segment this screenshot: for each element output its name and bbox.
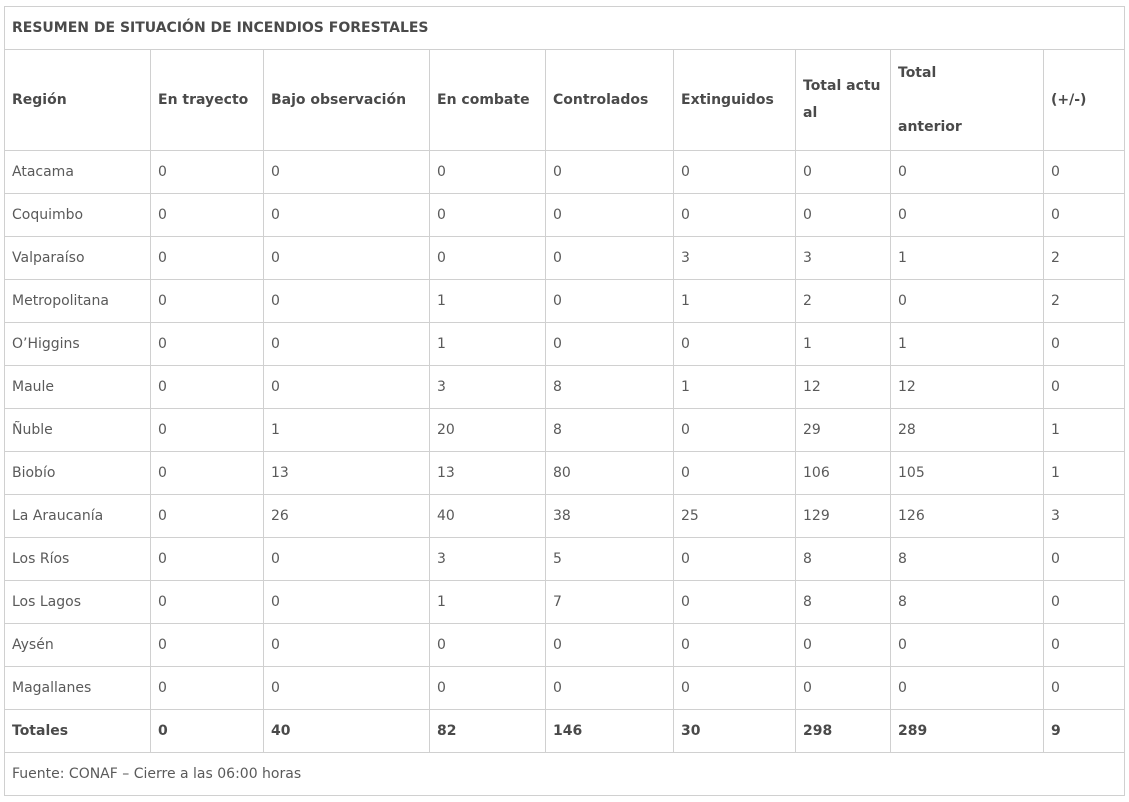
value-cell: 0 [674, 624, 796, 667]
value-cell: 3 [430, 366, 546, 409]
value-cell: 0 [264, 194, 430, 237]
value-cell: 0 [430, 151, 546, 194]
header-en-combate: En combate [430, 50, 546, 151]
totals-row [5, 710, 1125, 753]
value-cell: 0 [546, 624, 674, 667]
value-cell: 0 [546, 667, 674, 710]
value-cell: 0 [151, 280, 264, 323]
header-total-anterior-line2: anterior [898, 118, 962, 135]
value-cell: 1 [891, 237, 1044, 280]
value-cell: 0 [264, 538, 430, 581]
region-cell: La Araucanía [5, 495, 151, 538]
value-cell: 0 [430, 194, 546, 237]
value-cell: 0 [796, 667, 891, 710]
value-cell: 0 [151, 151, 264, 194]
value-cell: 0 [674, 194, 796, 237]
value-cell: 0 [891, 624, 1044, 667]
value-cell: 1 [796, 323, 891, 366]
value-cell: 0 [1044, 581, 1125, 624]
table-row [5, 581, 1125, 624]
total-value-cell: 9 [1044, 710, 1125, 753]
value-cell: 3 [1044, 495, 1125, 538]
value-cell: 0 [796, 624, 891, 667]
value-cell: 0 [1044, 323, 1125, 366]
value-cell: 1 [1044, 409, 1125, 452]
value-cell: 0 [1044, 667, 1125, 710]
value-cell: 0 [674, 409, 796, 452]
header-region: Región [5, 50, 151, 151]
totals-label: Totales [5, 710, 151, 753]
value-cell: 7 [546, 581, 674, 624]
value-cell: 1 [430, 581, 546, 624]
value-cell: 0 [796, 151, 891, 194]
value-cell: 0 [674, 667, 796, 710]
value-cell: 0 [546, 280, 674, 323]
value-cell: 0 [151, 323, 264, 366]
value-cell: 0 [674, 538, 796, 581]
table-row [5, 667, 1125, 710]
value-cell: 26 [264, 495, 430, 538]
value-cell: 105 [891, 452, 1044, 495]
table-row [5, 538, 1125, 581]
value-cell: 3 [796, 237, 891, 280]
value-cell: 0 [151, 538, 264, 581]
value-cell: 5 [546, 538, 674, 581]
region-cell: O’Higgins [5, 323, 151, 366]
value-cell: 0 [546, 237, 674, 280]
value-cell: 0 [151, 237, 264, 280]
value-cell: 8 [796, 538, 891, 581]
table-row [5, 495, 1125, 538]
total-value-cell: 30 [674, 710, 796, 753]
value-cell: 0 [264, 280, 430, 323]
header-total-actual: Total actual [796, 50, 891, 151]
value-cell: 0 [430, 237, 546, 280]
value-cell: 129 [796, 495, 891, 538]
header-diff: (+/-) [1044, 50, 1125, 151]
region-cell: Atacama [5, 151, 151, 194]
total-value-cell: 0 [151, 710, 264, 753]
value-cell: 0 [546, 151, 674, 194]
value-cell: 13 [264, 452, 430, 495]
region-cell: Metropolitana [5, 280, 151, 323]
value-cell: 0 [546, 194, 674, 237]
value-cell: 8 [891, 538, 1044, 581]
value-cell: 0 [430, 624, 546, 667]
table-row [5, 624, 1125, 667]
value-cell: 0 [891, 151, 1044, 194]
value-cell: 0 [264, 323, 430, 366]
value-cell: 80 [546, 452, 674, 495]
table-row [5, 194, 1125, 237]
header-extinguidos: Extinguidos [674, 50, 796, 151]
table-body [5, 7, 1125, 796]
total-value-cell: 289 [891, 710, 1044, 753]
header-en-trayecto: En trayecto [151, 50, 264, 151]
region-cell: Los Lagos [5, 581, 151, 624]
value-cell: 106 [796, 452, 891, 495]
value-cell: 0 [1044, 624, 1125, 667]
title-row [5, 7, 1125, 50]
value-cell: 29 [796, 409, 891, 452]
value-cell: 8 [891, 581, 1044, 624]
value-cell: 2 [1044, 280, 1125, 323]
total-value-cell: 82 [430, 710, 546, 753]
value-cell: 0 [891, 280, 1044, 323]
source-row [5, 753, 1125, 796]
value-cell: 0 [674, 323, 796, 366]
value-cell: 0 [151, 624, 264, 667]
total-value-cell: 298 [796, 710, 891, 753]
value-cell: 0 [1044, 538, 1125, 581]
value-cell: 0 [151, 194, 264, 237]
value-cell: 0 [264, 624, 430, 667]
value-cell: 12 [891, 366, 1044, 409]
value-cell: 1 [891, 323, 1044, 366]
table-row [5, 452, 1125, 495]
value-cell: 38 [546, 495, 674, 538]
value-cell: 0 [151, 452, 264, 495]
table-row [5, 323, 1125, 366]
value-cell: 2 [796, 280, 891, 323]
region-cell: Coquimbo [5, 194, 151, 237]
table-row [5, 280, 1125, 323]
value-cell: 126 [891, 495, 1044, 538]
value-cell: 0 [264, 366, 430, 409]
value-cell: 0 [151, 366, 264, 409]
value-cell: 0 [1044, 151, 1125, 194]
table-title: RESUMEN DE SITUACIÓN DE INCENDIOS FORESTALES [5, 7, 1125, 50]
value-cell: 0 [796, 194, 891, 237]
value-cell: 1 [674, 280, 796, 323]
value-cell: 0 [674, 581, 796, 624]
value-cell: 8 [546, 366, 674, 409]
header-bajo-observacion: Bajo observación [264, 50, 430, 151]
value-cell: 3 [430, 538, 546, 581]
value-cell: 0 [891, 667, 1044, 710]
header-row [5, 50, 1125, 151]
value-cell: 1 [1044, 452, 1125, 495]
value-cell: 0 [264, 667, 430, 710]
value-cell: 0 [891, 194, 1044, 237]
value-cell: 0 [264, 151, 430, 194]
value-cell: 0 [430, 667, 546, 710]
value-cell: 0 [151, 495, 264, 538]
value-cell: 0 [264, 237, 430, 280]
table-row [5, 237, 1125, 280]
table-row [5, 151, 1125, 194]
value-cell: 0 [151, 667, 264, 710]
value-cell: 20 [430, 409, 546, 452]
region-cell: Maule [5, 366, 151, 409]
header-total-anterior-line1: Total [898, 64, 937, 81]
fires-summary-table [4, 6, 1125, 796]
table-row [5, 366, 1125, 409]
total-value-cell: 40 [264, 710, 430, 753]
value-cell: 1 [674, 366, 796, 409]
value-cell: 1 [264, 409, 430, 452]
value-cell: 0 [264, 581, 430, 624]
value-cell: 25 [674, 495, 796, 538]
total-value-cell: 146 [546, 710, 674, 753]
value-cell: 1 [430, 323, 546, 366]
region-cell: Aysén [5, 624, 151, 667]
value-cell: 0 [151, 581, 264, 624]
value-cell: 8 [796, 581, 891, 624]
header-controlados: Controlados [546, 50, 674, 151]
value-cell: 13 [430, 452, 546, 495]
value-cell: 0 [674, 151, 796, 194]
value-cell: 0 [151, 409, 264, 452]
value-cell: 40 [430, 495, 546, 538]
region-cell: Biobío [5, 452, 151, 495]
value-cell: 0 [546, 323, 674, 366]
value-cell: 0 [674, 452, 796, 495]
header-total-anterior [891, 50, 1044, 151]
region-cell: Valparaíso [5, 237, 151, 280]
value-cell: 1 [430, 280, 546, 323]
value-cell: 0 [1044, 366, 1125, 409]
value-cell: 28 [891, 409, 1044, 452]
value-cell: 0 [1044, 194, 1125, 237]
value-cell: 2 [1044, 237, 1125, 280]
value-cell: 12 [796, 366, 891, 409]
table-row [5, 409, 1125, 452]
region-cell: Magallanes [5, 667, 151, 710]
source-note: Fuente: CONAF – Cierre a las 06:00 horas [5, 753, 1125, 796]
value-cell: 3 [674, 237, 796, 280]
region-cell: Los Ríos [5, 538, 151, 581]
value-cell: 8 [546, 409, 674, 452]
region-cell: Ñuble [5, 409, 151, 452]
